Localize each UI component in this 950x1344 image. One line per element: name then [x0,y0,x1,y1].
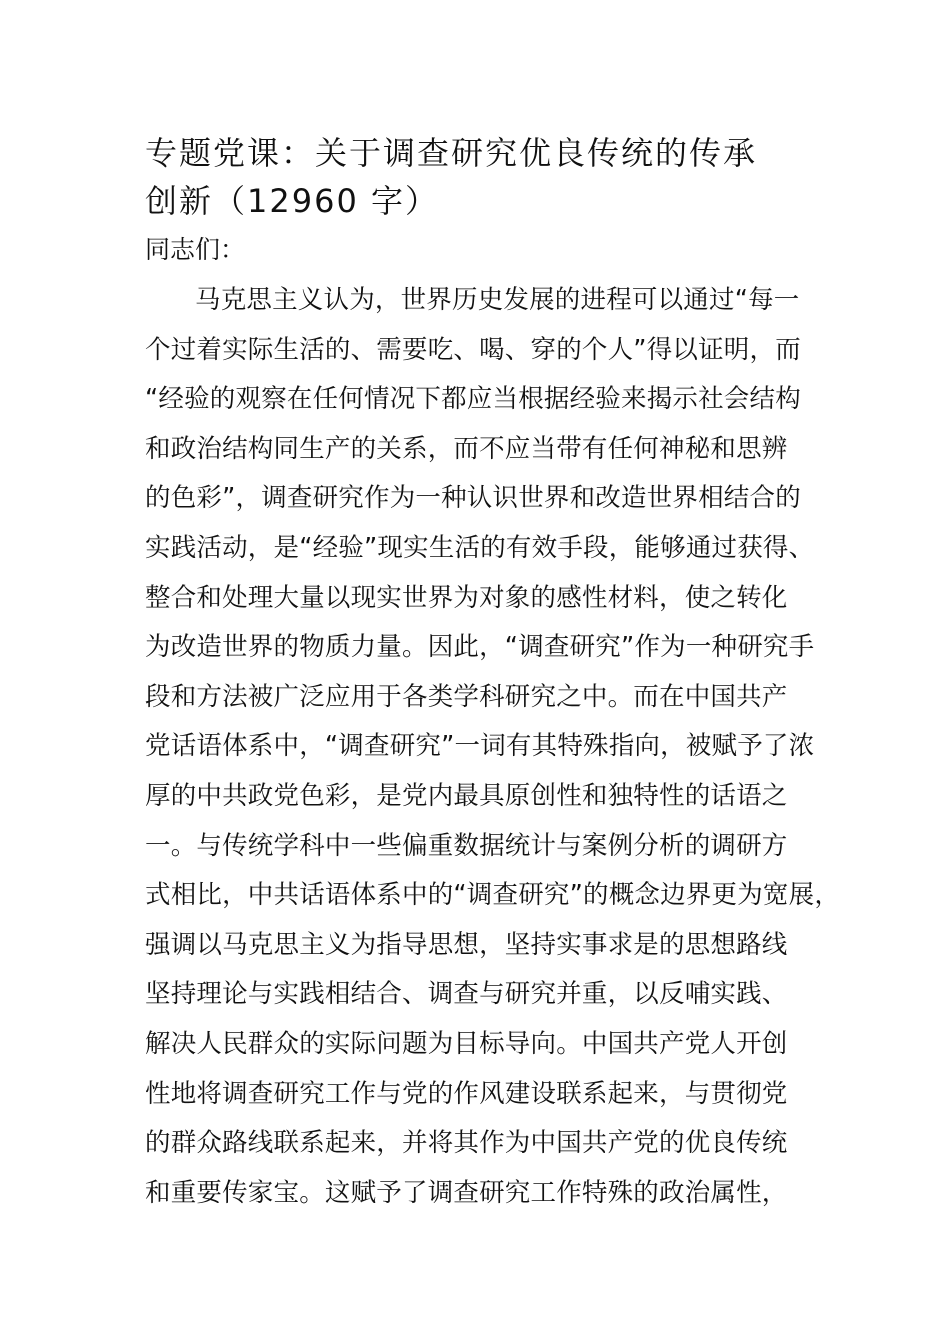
body-paragraph [145,276,841,1218]
paragraph-line: “经验的观察在任何情况下都应当根据经验来揭示社会结构 [145,384,801,415]
paragraph-line: 的色彩”，调查研究作为一种认识世界和改造世界相结合的 [145,483,801,514]
paragraph-line: 的群众路线联系起来，并将其作为中国共产党的优良传统 [145,1128,788,1159]
paragraph-line: 为改造世界的物质力量。因此，“调查研究”作为一种研究手 [145,632,815,663]
paragraph-line: 强调以马克思主义为指导思想，坚持实事求是的思想路线 [145,929,788,960]
paragraph-line: 厚的中共政党色彩，是党内最具原创性和独特性的话语之 [145,780,788,811]
paragraph-line: 个过着实际生活的、需要吃、喝、穿的个人”得以证明，而 [145,334,801,365]
paragraph-line: 和政治结构同生产的关系，而不应当带有任何神秘和思辨 [145,433,788,464]
document-title [145,129,825,225]
paragraph-line: 解决人民群众的实际问题为目标导向。中国共产党人开创 [145,1028,788,1059]
paragraph-line: 党话语体系中，“调查研究”一词有其特殊指向，被赋予了浓 [145,731,815,762]
paragraph-line: 整合和处理大量以现实世界为对象的感性材料，使之转化 [145,582,788,613]
paragraph-line: 马克思主义认为，世界历史发展的进程可以通过“每一 [195,285,800,315]
paragraph-line: 坚持理论与实践相结合、调查与研究并重，以反哺实践、 [145,979,788,1010]
salutation: 同志们： [145,235,246,264]
paragraph-line: 一。与传统学科中一些偏重数据统计与案例分析的调研方 [145,830,788,861]
paragraph-line: 性地将调查研究工作与党的作风建设联系起来，与贯彻党 [145,1078,788,1109]
title-line: 创新（12960 字） [145,182,439,220]
paragraph-line: 段和方法被广泛应用于各类学科研究之中。而在中国共产 [145,681,788,712]
paragraph-line: 实践活动，是“经验”现实生活的有效手段，能够通过获得、 [145,532,815,563]
paragraph-line: 和重要传家宝。这赋予了调查研究工作特殊的政治属性， [145,1177,788,1208]
paragraph-line: 式相比，中共话语体系中的“调查研究”的概念边界更为宽展， [145,880,841,911]
title-line: 专题党课：关于调查研究优良传统的传承 [145,134,758,172]
